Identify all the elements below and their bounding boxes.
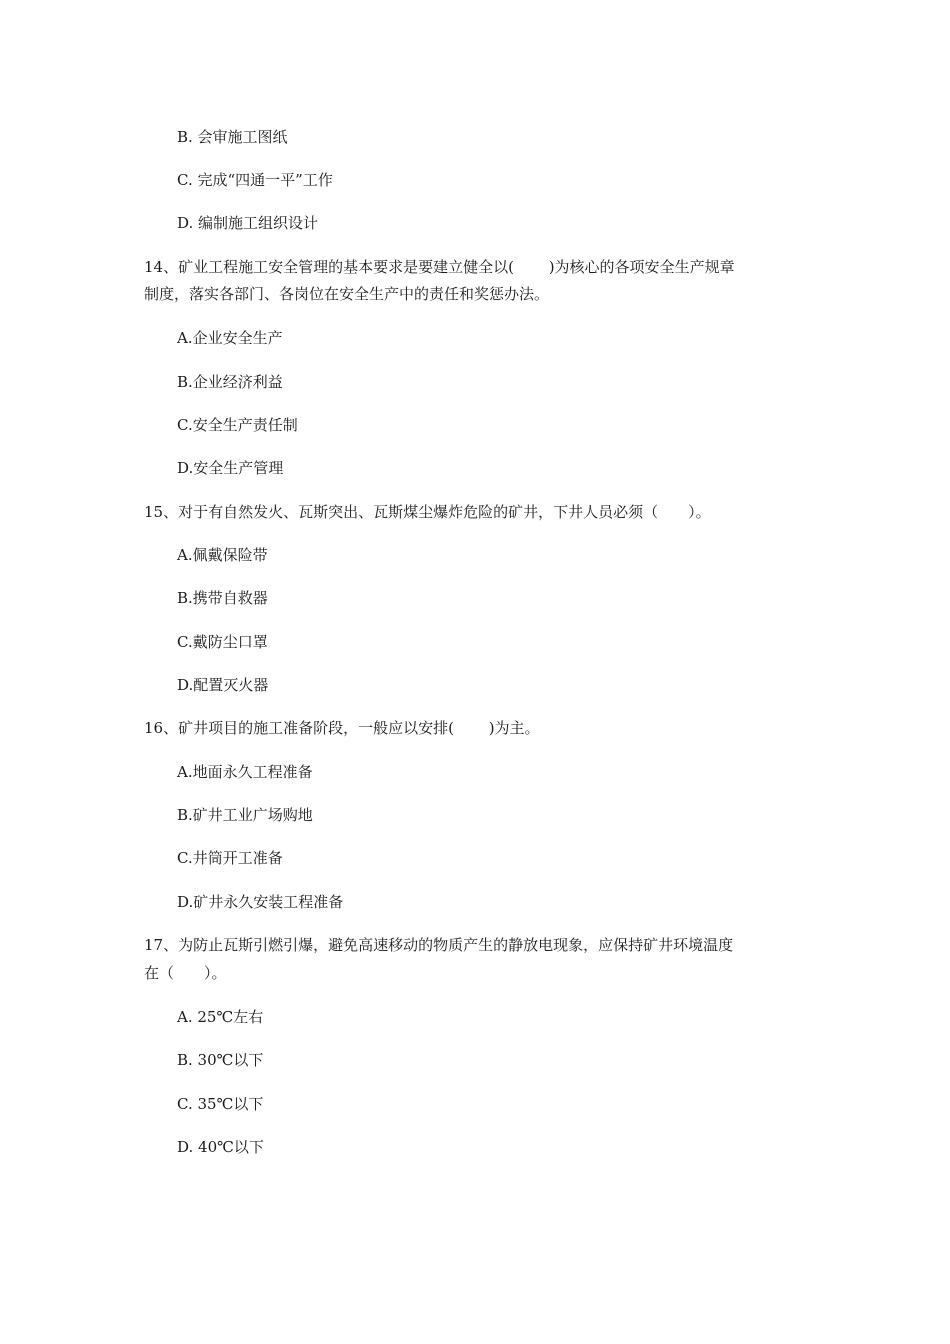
question-14-stem-line-1: 14、矿业工程施工安全管理的基本要求是要建立健全以( )为核心的各项安全生产规章 <box>144 258 735 276</box>
option-17-d: D. 40℃以下 <box>177 1138 264 1156</box>
question-17-stem-line-2: 在（ ）。 <box>144 964 227 982</box>
option-13-c: C. 完成“四通一平”工作 <box>177 171 333 189</box>
option-16-b: B.矿井工业广场购地 <box>177 806 313 824</box>
option-17-c: C. 35℃以下 <box>177 1095 264 1113</box>
option-15-d: D.配置灭火器 <box>177 676 269 694</box>
option-15-b: B.携带自救器 <box>177 589 268 607</box>
option-13-d: D. 编制施工组织设计 <box>177 214 319 232</box>
option-13-b: B. 会审施工图纸 <box>177 128 288 146</box>
option-14-b: B.企业经济利益 <box>177 373 283 391</box>
option-14-d: D.安全生产管理 <box>177 459 284 477</box>
option-14-a: A.企业安全生产 <box>177 329 283 347</box>
option-15-c: C.戴防尘口罩 <box>177 633 268 651</box>
option-17-b: B. 30℃以下 <box>177 1051 264 1069</box>
option-15-a: A.佩戴保险带 <box>177 546 268 564</box>
question-16-stem-line-1: 16、矿井项目的施工准备阶段，一般应以安排( )为主。 <box>144 719 540 737</box>
option-14-c: C.安全生产责任制 <box>177 416 298 434</box>
question-17-stem-line-1: 17、为防止瓦斯引燃引爆，避免高速移动的物质产生的静放电现象，应保持矿井环境温度 <box>144 936 734 954</box>
option-17-a: A. 25℃左右 <box>177 1008 264 1026</box>
option-16-c: C.井筒开工准备 <box>177 849 283 867</box>
question-14-stem-line-2: 制度，落实各部门、各岗位在安全生产中的责任和奖惩办法。 <box>144 285 550 303</box>
option-16-d: D.矿井永久安装工程准备 <box>177 893 344 911</box>
question-15-stem-line-1: 15、对于有自然发火、瓦斯突出、瓦斯煤尘爆炸危险的矿井，下井人员必须（ ）。 <box>144 503 711 521</box>
option-16-a: A.地面永久工程准备 <box>177 763 313 781</box>
